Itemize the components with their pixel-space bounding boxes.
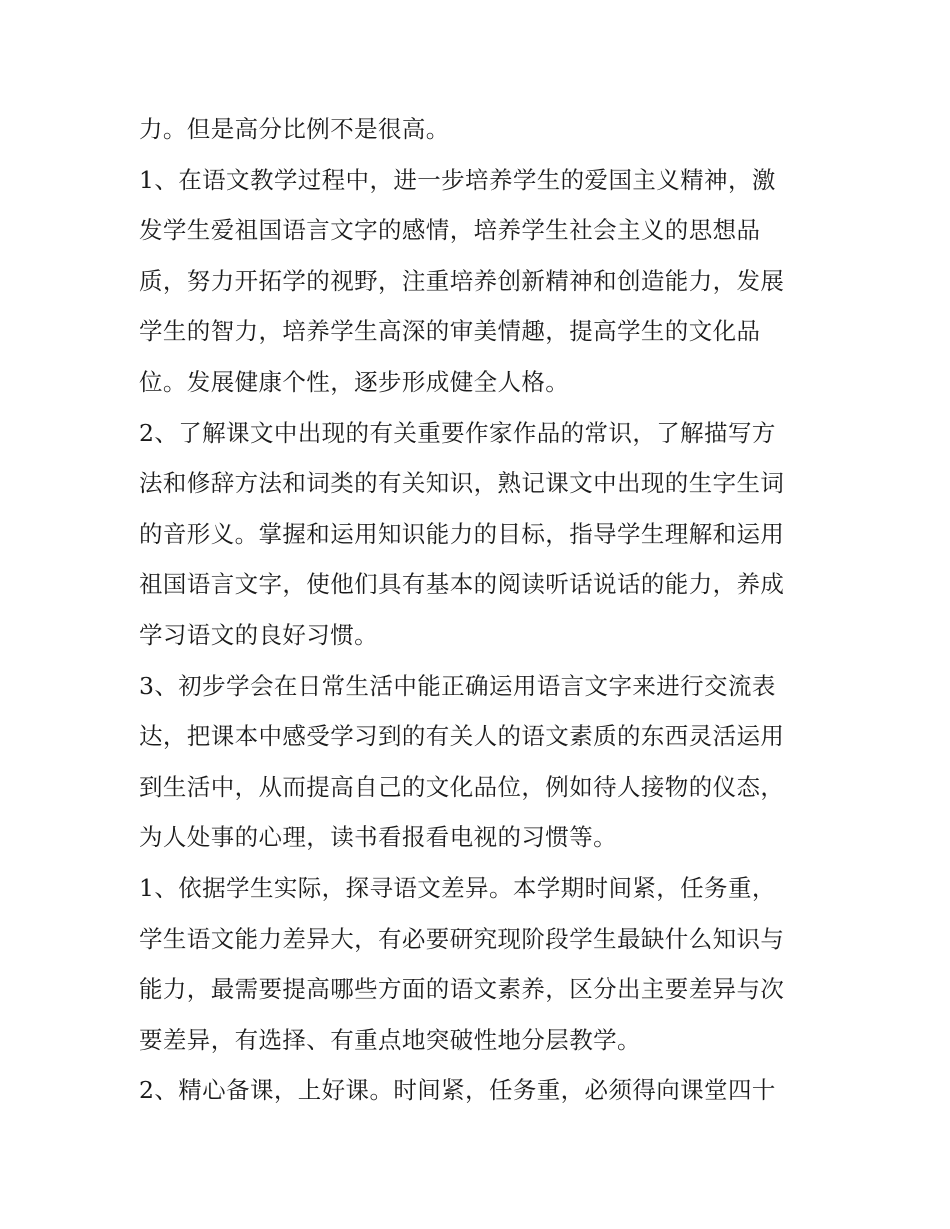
text-line: 力。但是高分比例不是很高。 (139, 115, 450, 143)
text-line: 2、精心备课，上好课。时间紧，任务重，必须得向课堂四十 (139, 1076, 776, 1105)
text-line: 1、在语文教学过程中，进一步培养学生的爱国主义精神，激 (139, 165, 776, 194)
text-line: 达，把课本中感受学习到的有关人的语文素质的东西灵活运用 (139, 722, 785, 751)
text-line: 学生语文能力差异大，有必要研究现阶段学生最缺什么知识与 (139, 924, 785, 953)
text-line: 法和修辞方法和词类的有关知识，熟记课文中出现的生字生词 (139, 469, 785, 498)
text-line: 质，努力开拓学的视野，注重培养创新精神和创造能力，发展 (139, 266, 785, 295)
text-line: 祖国语言文字，使他们具有基本的阅读听话说话的能力，养成 (139, 570, 785, 599)
document-body (139, 104, 819, 1116)
text-line: 的音形义。掌握和运用知识能力的目标，指导学生理解和运用 (139, 519, 785, 548)
text-line: 要差异，有选择、有重点地突破性地分层教学。 (139, 1025, 641, 1054)
text-line: 学生的智力，培养学生高深的审美情趣，提高学生的文化品 (139, 317, 761, 346)
text-line: 学习语文的良好习惯。 (139, 620, 378, 649)
text-line: 为人处事的心理，读书看报看电视的习惯等。 (139, 823, 617, 852)
text-line: 能力，最需要提高哪些方面的语文素养，区分出主要差异与次 (139, 975, 785, 1004)
text-line: 到生活中，从而提高自己的文化品位，例如待人接物的仪态， (139, 772, 785, 801)
text-line: 3、初步学会在日常生活中能正确运用语言文字来进行交流表 (139, 671, 776, 700)
text-line: 位。发展健康个性，逐步形成健全人格。 (139, 367, 570, 396)
text-line: 1、依据学生实际，探寻语文差异。本学期时间紧，任务重， (139, 873, 776, 902)
text-line: 2、了解课文中出现的有关重要作家作品的常识，了解描写方 (139, 418, 776, 447)
text-line: 发学生爱祖国语言文字的感情，培养学生社会主义的思想品 (139, 216, 761, 245)
